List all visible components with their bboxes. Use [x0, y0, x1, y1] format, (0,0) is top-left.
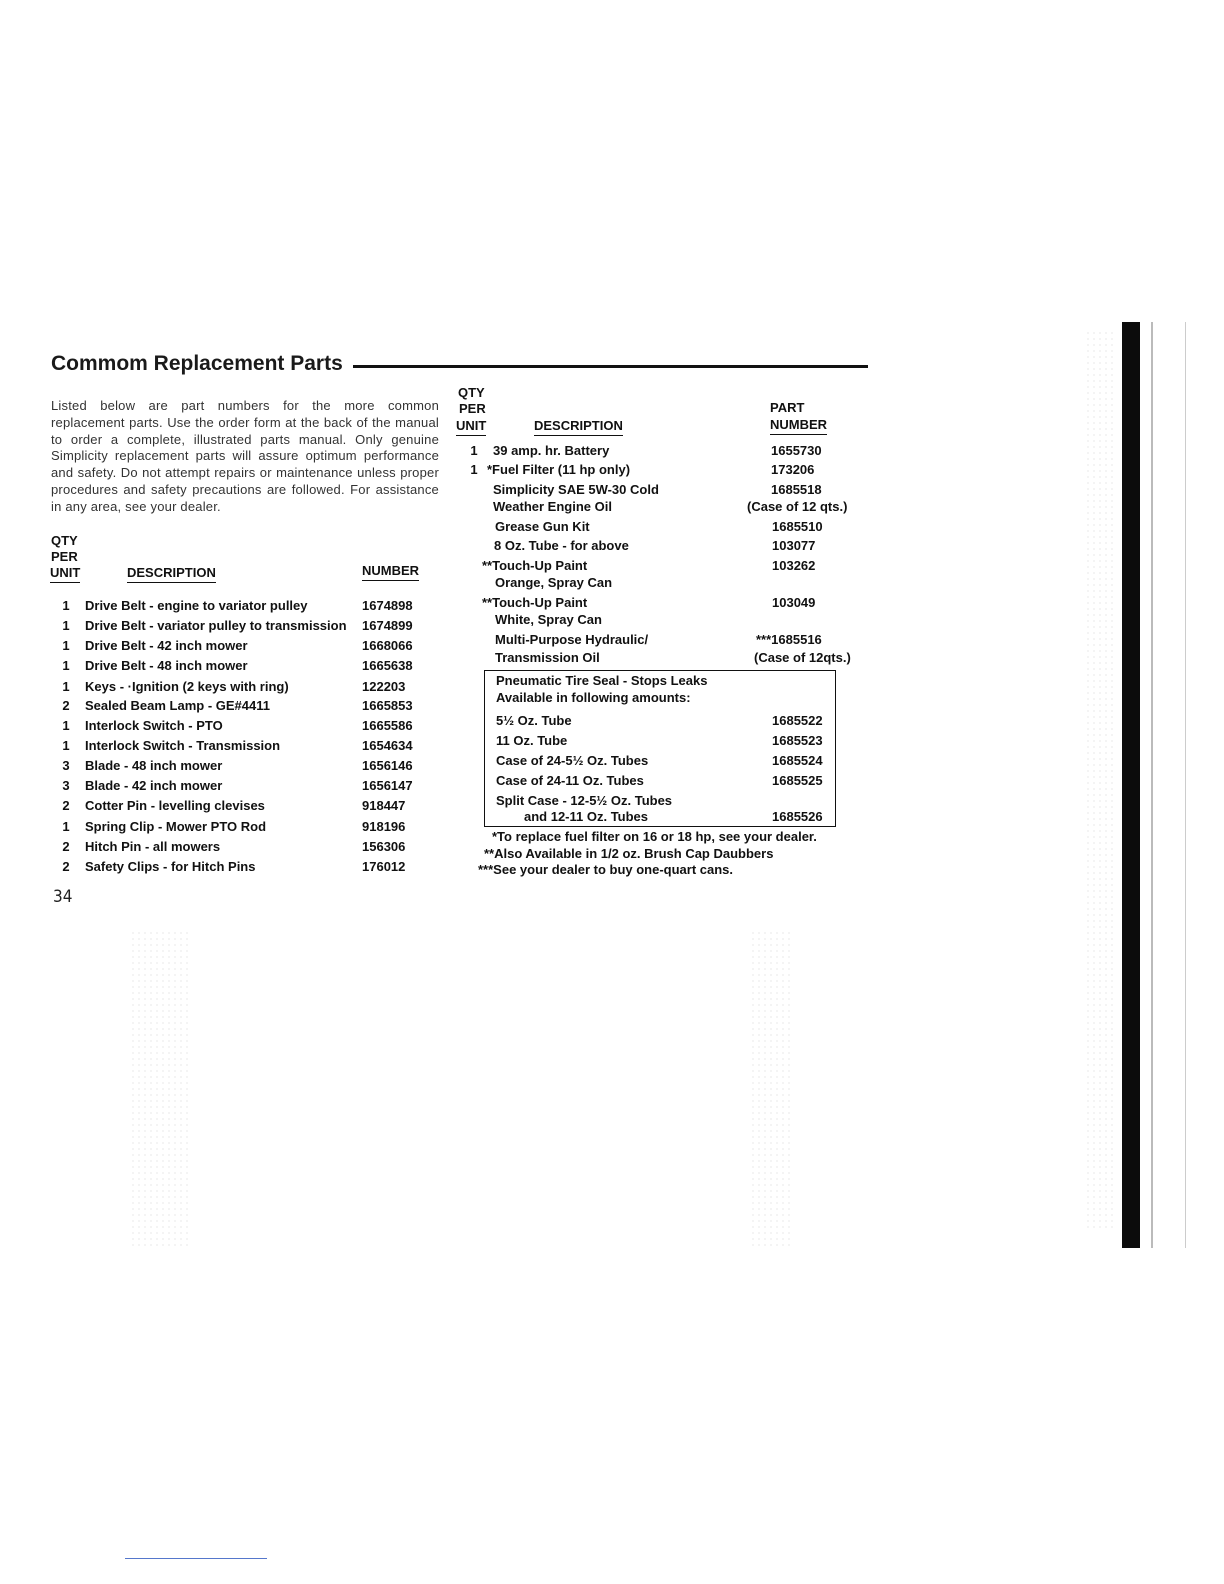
- qty-cell: 3: [62, 778, 70, 793]
- scan-speckle: [1085, 330, 1115, 1230]
- part-number-cell: 1685524: [772, 753, 823, 768]
- left-header-description: DESCRIPTION: [127, 564, 216, 583]
- intro-paragraph: Listed below are part numbers for the more common replacement parts. Use the order form at the back of the manual to order a complete, illustrated parts manual. Only genuine Simplicity replacement parts will assure optimum performance and safety. Do not attempt repairs or maintenance unless proper procedures and safety precautions are followed. For assistance in any area, see your dealer.: [51, 398, 439, 514]
- description-cell: Interlock Switch - PTO: [85, 718, 223, 733]
- part-number-cell: 1665638: [362, 658, 413, 673]
- part-number-cell: 1656146: [362, 758, 413, 773]
- qty-cell: 2: [62, 698, 70, 713]
- binding-shadow: [1122, 322, 1140, 1248]
- page-edge: [1185, 322, 1186, 1248]
- right-header-part: PART: [770, 400, 805, 415]
- footnote-1: *To replace fuel filter on 16 or 18 hp, see your dealer.: [492, 829, 817, 844]
- part-number-cell: 1654634: [362, 738, 413, 753]
- qty-cell: 2: [62, 839, 70, 854]
- left-header-qty: QTY: [51, 533, 78, 548]
- qty-cell: 1: [62, 658, 70, 673]
- description-cell: Multi-Purpose Hydraulic/: [495, 632, 649, 647]
- description-cell: 11 Oz. Tube: [496, 733, 568, 748]
- qty-cell: 1: [62, 598, 70, 613]
- footnote-2: **Also Available in 1/2 oz. Brush Cap Daubbers: [484, 846, 774, 861]
- description-cell: Drive Belt - engine to variator pulley: [85, 598, 308, 613]
- binding-edge: [1151, 322, 1153, 1248]
- right-header-per: PER: [459, 401, 486, 416]
- description-cell: and 12-11 Oz. Tubes: [524, 809, 649, 824]
- qty-cell: 1: [470, 443, 478, 458]
- part-number-cell: 1674898: [362, 598, 413, 613]
- part-number-cell: 918447: [362, 798, 406, 813]
- part-number-cell: 103262: [772, 558, 816, 573]
- description-cell: **Touch-Up Paint: [482, 595, 588, 610]
- description-cell: Case of 24-11 Oz. Tubes: [496, 773, 644, 788]
- description-cell: Keys - ·Ignition (2 keys with ring): [85, 679, 289, 694]
- qty-cell: 1: [62, 738, 70, 753]
- right-header-description: DESCRIPTION: [534, 417, 623, 436]
- tire-seal-subheading: Available in following amounts:: [496, 690, 691, 705]
- part-number-cell: 1665853: [362, 698, 413, 713]
- description-cell: *Fuel Filter (11 hp only): [487, 462, 631, 477]
- right-header-number: NUMBER: [770, 416, 827, 435]
- description-cell: Split Case - 12-5½ Oz. Tubes: [496, 793, 673, 808]
- part-number-cell: ***1685516: [756, 632, 822, 647]
- part-number-cell: 1685510: [772, 519, 823, 534]
- page-title: Commom Replacement Parts: [51, 352, 343, 375]
- description-cell: Case of 24-5½ Oz. Tubes: [496, 753, 649, 768]
- title-rule: [353, 365, 868, 368]
- scan-speckle: [750, 930, 790, 1250]
- part-number-cell: 1685526: [772, 809, 823, 824]
- qty-cell: 1: [62, 618, 70, 633]
- part-number-cell: 156306: [362, 839, 406, 854]
- part-number-cell: 1674899: [362, 618, 413, 633]
- part-number-cell: 1656147: [362, 778, 413, 793]
- part-number-cell: 1685523: [772, 733, 823, 748]
- description-cell: White, Spray Can: [495, 612, 602, 627]
- description-cell: Drive Belt - 42 inch mower: [85, 638, 248, 653]
- description-cell: 39 amp. hr. Battery: [493, 443, 610, 458]
- description-cell: **Touch-Up Paint: [482, 558, 588, 573]
- description-cell: Orange, Spray Can: [495, 575, 613, 590]
- qty-cell: 2: [62, 859, 70, 874]
- left-header-unit: UNIT: [50, 564, 80, 583]
- qty-cell: 1: [62, 679, 70, 694]
- qty-cell: 1: [470, 462, 478, 477]
- qty-cell: 2: [62, 798, 70, 813]
- right-header-unit: UNIT: [456, 417, 486, 436]
- description-cell: Hitch Pin - all mowers: [85, 839, 221, 854]
- part-number-cell: 1655730: [771, 443, 822, 458]
- part-number-cell: 1685525: [772, 773, 823, 788]
- description-cell: Cotter Pin - levelling clevises: [85, 798, 265, 813]
- description-cell: Interlock Switch - Transmission: [85, 738, 281, 753]
- left-header-per: PER: [51, 549, 78, 564]
- part-number-cell: (Case of 12 qts.): [747, 499, 848, 514]
- description-cell: Simplicity SAE 5W-30 Cold: [493, 482, 659, 497]
- part-number-cell: 1685518: [771, 482, 822, 497]
- part-number-cell: 176012: [362, 859, 406, 874]
- left-header-number: NUMBER: [362, 562, 419, 581]
- qty-cell: 1: [62, 638, 70, 653]
- description-cell: Sealed Beam Lamp - GE#4411: [85, 698, 270, 713]
- qty-cell: 1: [62, 718, 70, 733]
- footnote-3: ***See your dealer to buy one-quart cans.: [478, 862, 734, 877]
- qty-cell: 1: [62, 819, 70, 834]
- footer-rule: [125, 1558, 267, 1559]
- qty-cell: 3: [62, 758, 70, 773]
- part-number-cell: 1668066: [362, 638, 413, 653]
- part-number-cell: 122203: [362, 679, 406, 694]
- description-cell: Blade - 42 inch mower: [85, 778, 223, 793]
- part-number-cell: 103077: [772, 538, 816, 553]
- description-cell: 8 Oz. Tube - for above: [494, 538, 629, 553]
- part-number-cell: 1665586: [362, 718, 413, 733]
- description-cell: Blade - 48 inch mower: [85, 758, 223, 773]
- description-cell: Transmission Oil: [495, 650, 600, 665]
- part-number-cell: 1685522: [772, 713, 823, 728]
- part-number-cell: 173206: [771, 462, 815, 477]
- part-number-cell: 103049: [772, 595, 816, 610]
- description-cell: Safety Clips - for Hitch Pins: [85, 859, 256, 874]
- description-cell: 5½ Oz. Tube: [496, 713, 572, 728]
- description-cell: Drive Belt - variator pulley to transmission: [85, 618, 347, 633]
- right-header-qty: QTY: [458, 385, 485, 400]
- description-cell: Drive Belt - 48 inch mower: [85, 658, 248, 673]
- page-number: 34: [53, 887, 73, 907]
- part-number-cell: 918196: [362, 819, 406, 834]
- scan-speckle: [130, 930, 190, 1250]
- description-cell: Grease Gun Kit: [495, 519, 590, 534]
- tire-seal-heading: Pneumatic Tire Seal - Stops Leaks: [496, 673, 708, 688]
- description-cell: Spring Clip - Mower PTO Rod: [85, 819, 267, 834]
- description-cell: Weather Engine Oil: [493, 499, 612, 514]
- part-number-cell: (Case of 12qts.): [754, 650, 851, 665]
